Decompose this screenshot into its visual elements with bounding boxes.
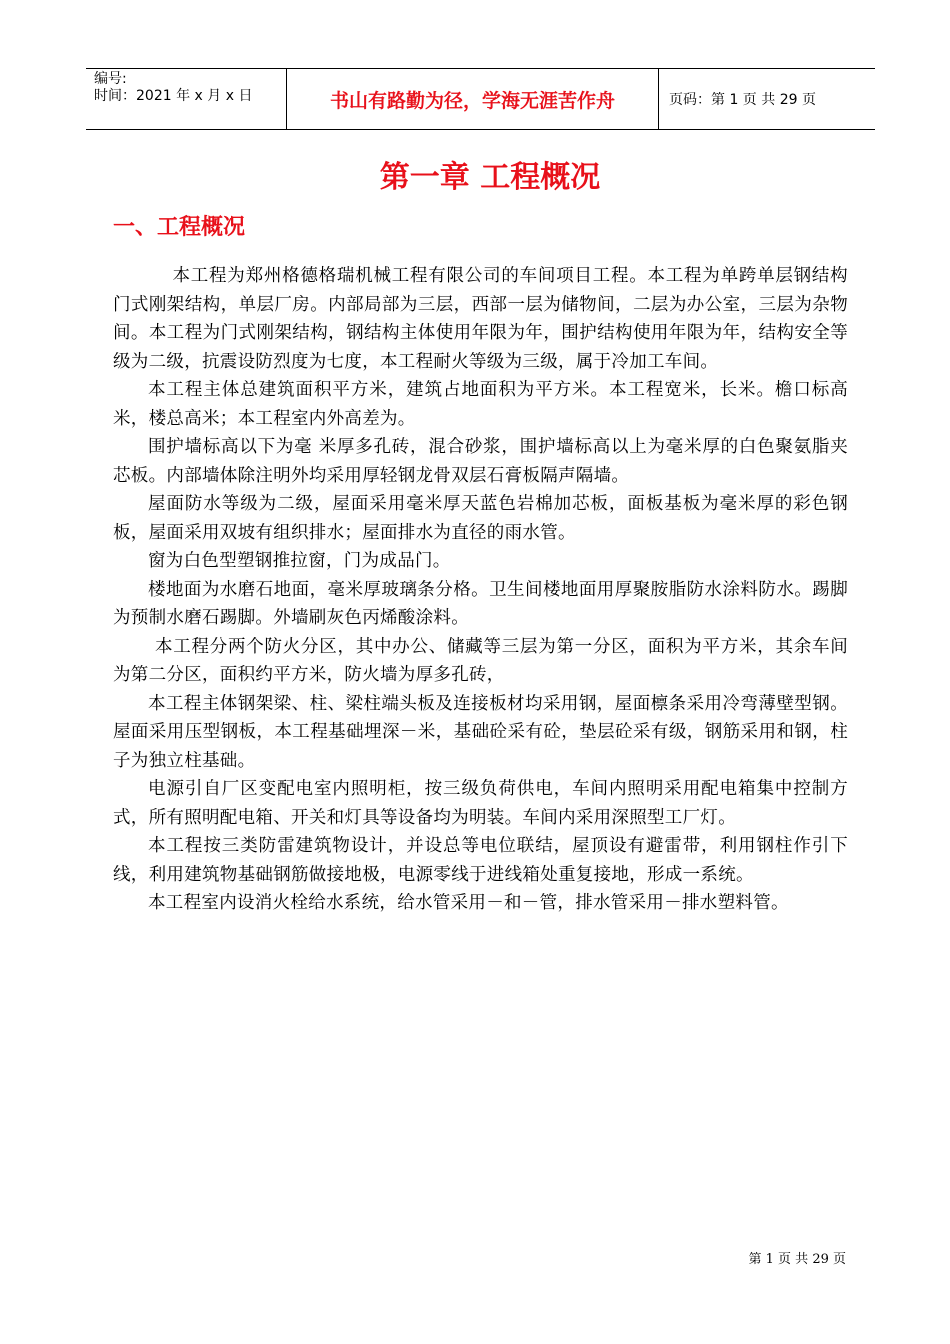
paragraph: 窗为白色型塑钢推拉窗，门为成品门。 [148,551,451,571]
header-meta [86,69,286,129]
paragraph: 楼地面为水磨石地面，毫米厚玻璃条分格。卫生间楼地面用厚聚胺脂防水涂料防水。踢脚为预制水磨石踢脚。外墙刷灰色丙烯酸涂料。 [113,579,848,628]
header-motto: 书山有路勤为径，学海无涯苦作舟 [329,89,615,112]
paragraph: 电源引自厂区变配电室内照明柜，按三级负荷供电，车间内照明采用配电箱集中控制方式，所有照明配电箱、开关和灯具等设备均为明装。车间内采用深照型工厂灯。 [113,779,848,828]
header-page-info: 页码：第 1 页 共 29 页 [669,92,816,108]
paragraph: 围护墙标高以下为毫 米厚多孔砖，混合砂浆，围护墙标高以上为毫米厚的白色聚氨脂夹芯板。内部墙体除注明外均采用厚轻钢龙骨双层石膏板隔声隔墙。 [113,437,848,486]
header-number-label: 编号: [94,71,127,87]
header-time-label: 时间：2021 年 x 月 x 日 [94,88,253,104]
page-footer: 第 1 页 共 29 页 [748,1252,846,1267]
paragraph: 本工程为郑州格德格瑞机械工程有限公司的车间项目工程。本工程为单跨单层钢结构门式刚架结构，单层厂房。内部局部为三层，西部一层为储物间，二层为办公室，三层为杂物间。本工程为门式刚架结构，钢结构主体使用年限为年，围护结构使用年限为年，结构安全等级为二级，抗震设防烈度为七度，本工程耐火等级为三级，属于冷加工车间。 [113,266,848,372]
paragraph: 本工程分两个防火分区，其中办公、储藏等三层为第一分区，面积为平方米，其余车间为第二分区，面积约平方米，防火墙为厚多孔砖， [113,636,848,685]
body-text [113,262,848,918]
paragraph: 本工程室内设消火栓给水系统，给水管采用－和－管，排水管采用－排水塑料管。 [148,893,789,913]
document-header [86,68,875,130]
paragraph: 本工程主体总建筑面积平方米，建筑占地面积为平方米。本工程宽米，长米。檐口标高米，楼总高米；本工程室内外高差为。 [113,380,848,429]
paragraph: 本工程主体钢架梁、柱、梁柱端头板及连接板材均采用钢，屋面檩条采用冷弯薄壁型钢。屋面采用压型钢板，本工程基础埋深－米，基础砼采有砼，垫层砼采有级，钢筋采用和钢，柱子为独立柱基础。 [113,693,848,771]
header-page-cell [659,69,875,129]
chapter-title: 第一章 工程概况 [379,160,601,195]
header-motto-cell [286,69,659,129]
paragraph: 屋面防水等级为二级，屋面采用毫米厚天蓝色岩棉加芯板，面板基板为毫米厚的彩色钢板，屋面采用双坡有组织排水；屋面排水为直径的雨水管。 [113,494,848,543]
paragraph: 本工程按三类防雷建筑物设计，并设总等电位联结，屋顶设有避雷带，利用钢柱作引下线，利用建筑物基础钢筋做接地极，电源零线于进线箱处重复接地，形成一系统。 [113,836,848,885]
section-title: 一、工程概况 [113,215,246,240]
